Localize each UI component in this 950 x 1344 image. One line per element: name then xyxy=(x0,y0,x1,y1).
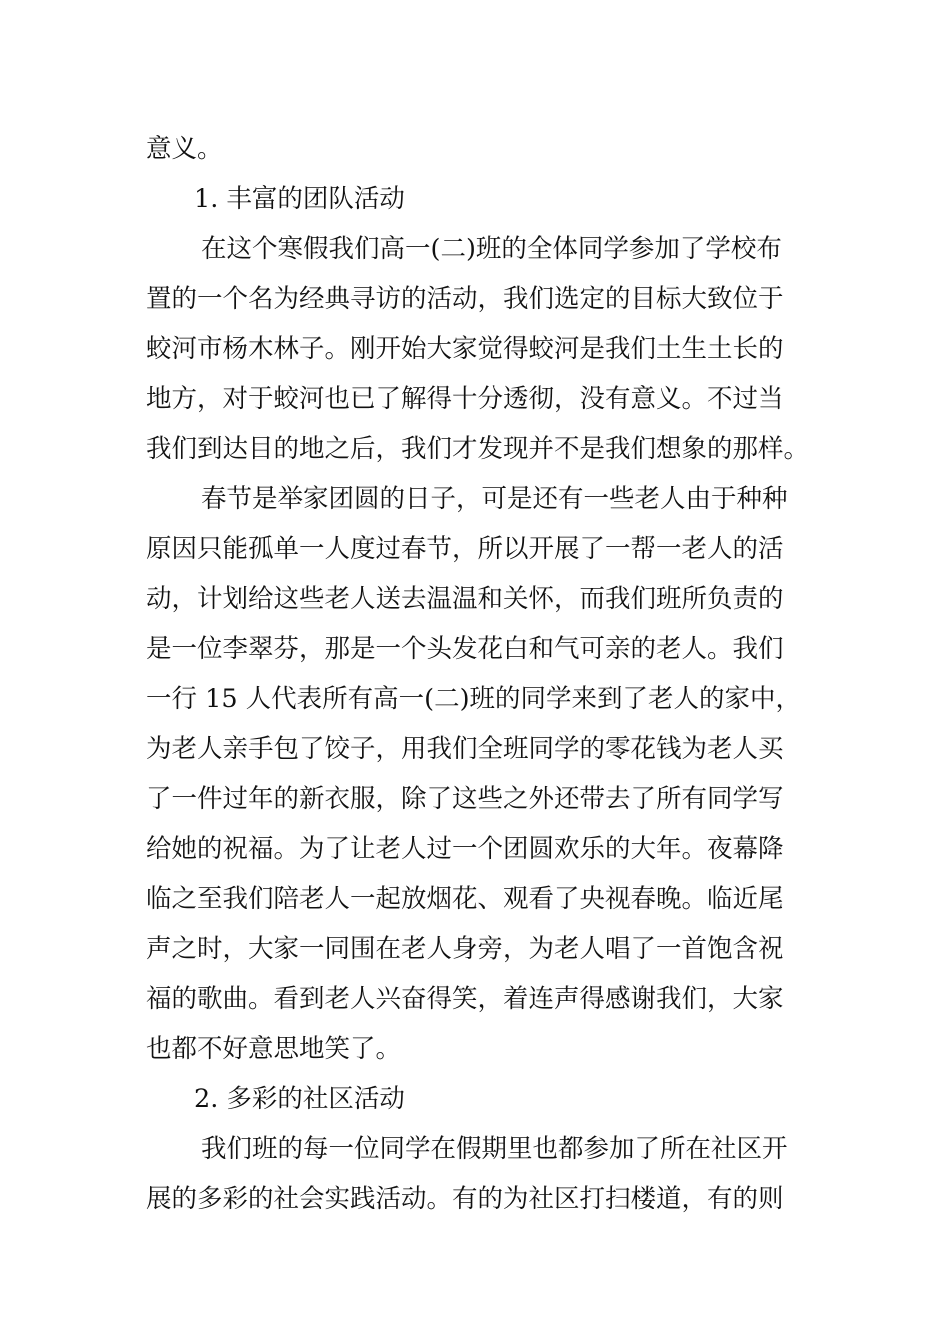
paragraph-first-line: 我们班的每一位同学在假期里也都参加了所在社区开 xyxy=(201,1134,788,1164)
text-line: 一行 15 人代表所有高一(二)班的同学来到了老人的家中， xyxy=(146,684,802,714)
text-line: 临之至我们陪老人一起放烟花、观看了央视春晚。临近尾 xyxy=(146,884,784,914)
text-line: 意义。 xyxy=(146,134,223,164)
text-line: 福的歌曲。看到老人兴奋得笑，着连声得感谢我们，大家 xyxy=(146,984,784,1014)
text-line: 原因只能孤单一人度过春节，所以开展了一帮一老人的活 xyxy=(146,534,784,564)
section-heading: 2. 多彩的社区活动 xyxy=(194,1084,405,1114)
text-line: 也都不好意思地笑了。 xyxy=(146,1034,402,1064)
text-line: 动，计划给这些老人送去温温和关怀，而我们班所负责的 xyxy=(146,584,784,614)
text-line: 我们到达目的地之后，我们才发现并不是我们想象的那样。 xyxy=(146,434,810,464)
text-line: 地方，对于蛟河也已了解得十分透彻，没有意义。不过当 xyxy=(146,384,784,414)
text-line: 了一件过年的新衣服，除了这些之外还带去了所有同学写 xyxy=(146,784,784,814)
text-line: 是一位李翠芬，那是一个头发花白和气可亲的老人。我们 xyxy=(146,634,784,664)
section-heading: 1. 丰富的团队活动 xyxy=(194,184,405,214)
text-line: 声之时，大家一同围在老人身旁，为老人唱了一首饱含祝 xyxy=(146,934,784,964)
text-line: 置的一个名为经典寻访的活动，我们选定的目标大致位于 xyxy=(146,284,784,314)
text-line: 展的多彩的社会实践活动。有的为社区打扫楼道，有的则 xyxy=(146,1184,784,1214)
paragraph-first-line: 春节是举家团圆的日子，可是还有一些老人由于种种 xyxy=(201,484,788,514)
text-line: 蛟河市杨木林子。刚开始大家觉得蛟河是我们土生土长的 xyxy=(146,334,784,364)
text-line: 给她的祝福。为了让老人过一个团圆欢乐的大年。夜幕降 xyxy=(146,834,784,864)
paragraph-first-line: 在这个寒假我们高一(二)班的全体同学参加了学校布 xyxy=(201,234,782,264)
text-line: 为老人亲手包了饺子，用我们全班同学的零花钱为老人买 xyxy=(146,734,784,764)
